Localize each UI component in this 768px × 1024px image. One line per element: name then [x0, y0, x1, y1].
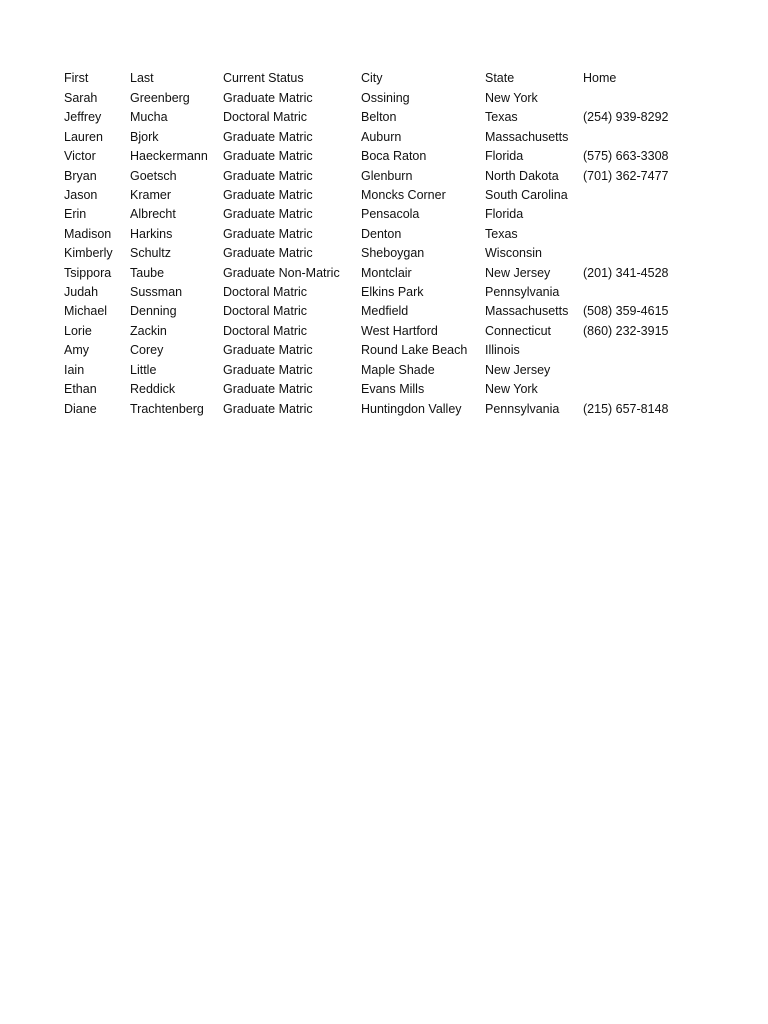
header-row — [64, 69, 683, 89]
cell-last: Mucha — [130, 110, 168, 125]
table-row — [64, 400, 683, 419]
table-row — [64, 361, 683, 380]
cell-last: Corey — [130, 343, 164, 358]
table-row — [64, 167, 683, 186]
cell-current-status: Graduate Matric — [223, 401, 313, 416]
cell-home: (860) 232-3915 — [583, 323, 669, 338]
cell-state: Massachusetts — [485, 129, 569, 144]
cell-state: New Jersey — [485, 265, 551, 280]
cell-state: Florida — [485, 149, 524, 164]
cell-current-status: Doctoral Matric — [223, 110, 308, 125]
cell-state: Texas — [485, 226, 518, 241]
cell-city: Ossining — [361, 91, 410, 105]
cell-city: Elkins Park — [361, 285, 424, 300]
cell-current-status: Graduate Matric — [223, 149, 313, 164]
cell-state: Illinois — [485, 343, 520, 358]
cell-home — [583, 205, 683, 224]
cell-state: Texas — [485, 110, 518, 125]
cell-last: Harkins — [130, 226, 173, 241]
cell-current-status: Graduate Matric — [223, 188, 313, 203]
cell-first: Iain — [64, 362, 85, 377]
cell-current-status: Graduate Matric — [223, 207, 313, 222]
cell-first: Michael — [64, 304, 108, 319]
cell-first: Tsippora — [64, 265, 112, 280]
table-row — [64, 108, 683, 127]
cell-city: Round Lake Beach — [361, 343, 468, 358]
cell-last: Schultz — [130, 246, 171, 261]
cell-last: Reddick — [130, 382, 176, 397]
cell-city: Sheboygan — [361, 246, 425, 261]
cell-state: Wisconsin — [485, 246, 542, 261]
cell-first: Bryan — [64, 168, 97, 183]
cell-state: Florida — [485, 207, 524, 222]
cell-home: (254) 939-8292 — [583, 110, 669, 125]
cell-current-status: Doctoral Matric — [223, 285, 308, 300]
cell-city: Belton — [361, 110, 397, 125]
cell-first: Jason — [64, 188, 98, 203]
cell-current-status: Graduate Matric — [223, 382, 313, 397]
cell-last: Kramer — [130, 188, 171, 203]
cell-state: Massachusetts — [485, 304, 569, 319]
cell-home: (701) 362-7477 — [583, 168, 669, 183]
column-header-home: Home — [583, 71, 617, 86]
table-row — [64, 341, 683, 360]
cell-last: Greenberg — [130, 91, 190, 105]
cell-current-status: Graduate Matric — [223, 91, 313, 105]
table-row — [64, 380, 683, 399]
cell-city: Denton — [361, 226, 402, 241]
table-row — [64, 225, 683, 244]
column-header-last: Last — [130, 71, 154, 86]
cell-city: Evans Mills — [361, 382, 425, 397]
cell-first: Madison — [64, 226, 112, 241]
cell-city: Pensacola — [361, 207, 420, 222]
cell-last: Trachtenberg — [130, 401, 204, 416]
cell-state: Pennsylvania — [485, 401, 560, 416]
cell-city: Moncks Corner — [361, 188, 446, 203]
cell-current-status: Graduate Matric — [223, 343, 313, 358]
table-row — [64, 283, 683, 302]
cell-home: (575) 663-3308 — [583, 149, 669, 164]
cell-last: Taube — [130, 265, 165, 280]
cell-current-status: Graduate Matric — [223, 362, 313, 377]
cell-home — [583, 244, 683, 263]
cell-current-status: Graduate Matric — [223, 226, 313, 241]
table-body — [64, 89, 683, 419]
cell-first: Sarah — [64, 91, 98, 105]
table-row — [64, 89, 683, 108]
cell-first: Jeffrey — [64, 110, 102, 125]
cell-home — [583, 380, 683, 399]
cell-state: New Jersey — [485, 362, 551, 377]
cell-home — [583, 128, 683, 147]
cell-state: New York — [485, 382, 538, 397]
cell-first: Lorie — [64, 323, 92, 338]
cell-city: Glenburn — [361, 168, 413, 183]
cell-city: Maple Shade — [361, 362, 435, 377]
cell-home — [583, 89, 683, 108]
cell-current-status: Graduate Matric — [223, 129, 313, 144]
table-row — [64, 186, 683, 205]
cell-last: Goetsch — [130, 168, 177, 183]
column-header-city: City — [361, 71, 383, 86]
cell-first: Lauren — [64, 129, 103, 144]
column-header-state: State — [485, 71, 515, 86]
column-header-first: First — [64, 71, 89, 86]
cell-city: Medfield — [361, 304, 409, 319]
cell-home: (215) 657-8148 — [583, 401, 669, 416]
cell-last: Haeckermann — [130, 149, 208, 164]
column-header-current-status: Current Status — [223, 71, 304, 86]
contact-sheet — [64, 69, 683, 419]
table-row — [64, 205, 683, 224]
table-row — [64, 302, 683, 321]
cell-first: Erin — [64, 207, 87, 222]
cell-last: Zackin — [130, 323, 167, 338]
cell-last: Bjork — [130, 129, 159, 144]
cell-current-status: Doctoral Matric — [223, 323, 308, 338]
cell-current-status: Graduate Matric — [223, 246, 313, 261]
cell-current-status: Graduate Non-Matric — [223, 265, 340, 280]
cell-city: Huntingdon Valley — [361, 401, 462, 416]
cell-home — [583, 341, 683, 360]
cell-home: (508) 359-4615 — [583, 304, 669, 319]
cell-state: New York — [485, 91, 538, 105]
cell-city: Boca Raton — [361, 149, 427, 164]
cell-city: West Hartford — [361, 323, 438, 338]
cell-home — [583, 361, 683, 380]
cell-home — [583, 283, 683, 302]
table-row — [64, 147, 683, 166]
cell-last: Sussman — [130, 285, 183, 300]
cell-state: South Carolina — [485, 188, 568, 203]
cell-last: Albrecht — [130, 207, 176, 222]
cell-home — [583, 186, 683, 205]
cell-home — [583, 225, 683, 244]
cell-city: Auburn — [361, 129, 402, 144]
cell-first: Diane — [64, 401, 97, 416]
contact-table — [64, 69, 683, 419]
cell-first: Amy — [64, 343, 89, 358]
table-row — [64, 128, 683, 147]
cell-state: Connecticut — [485, 323, 552, 338]
cell-last: Denning — [130, 304, 177, 319]
table-row — [64, 322, 683, 341]
cell-first: Ethan — [64, 382, 97, 397]
cell-last: Little — [130, 362, 157, 377]
cell-home: (201) 341-4528 — [583, 265, 669, 280]
cell-current-status: Doctoral Matric — [223, 304, 308, 319]
cell-first: Judah — [64, 285, 99, 300]
cell-first: Kimberly — [64, 246, 113, 261]
cell-state: Pennsylvania — [485, 285, 560, 300]
cell-first: Victor — [64, 149, 96, 164]
cell-city: Montclair — [361, 265, 412, 280]
cell-current-status: Graduate Matric — [223, 168, 313, 183]
table-row — [64, 244, 683, 263]
table-row — [64, 264, 683, 283]
cell-state: North Dakota — [485, 168, 559, 183]
